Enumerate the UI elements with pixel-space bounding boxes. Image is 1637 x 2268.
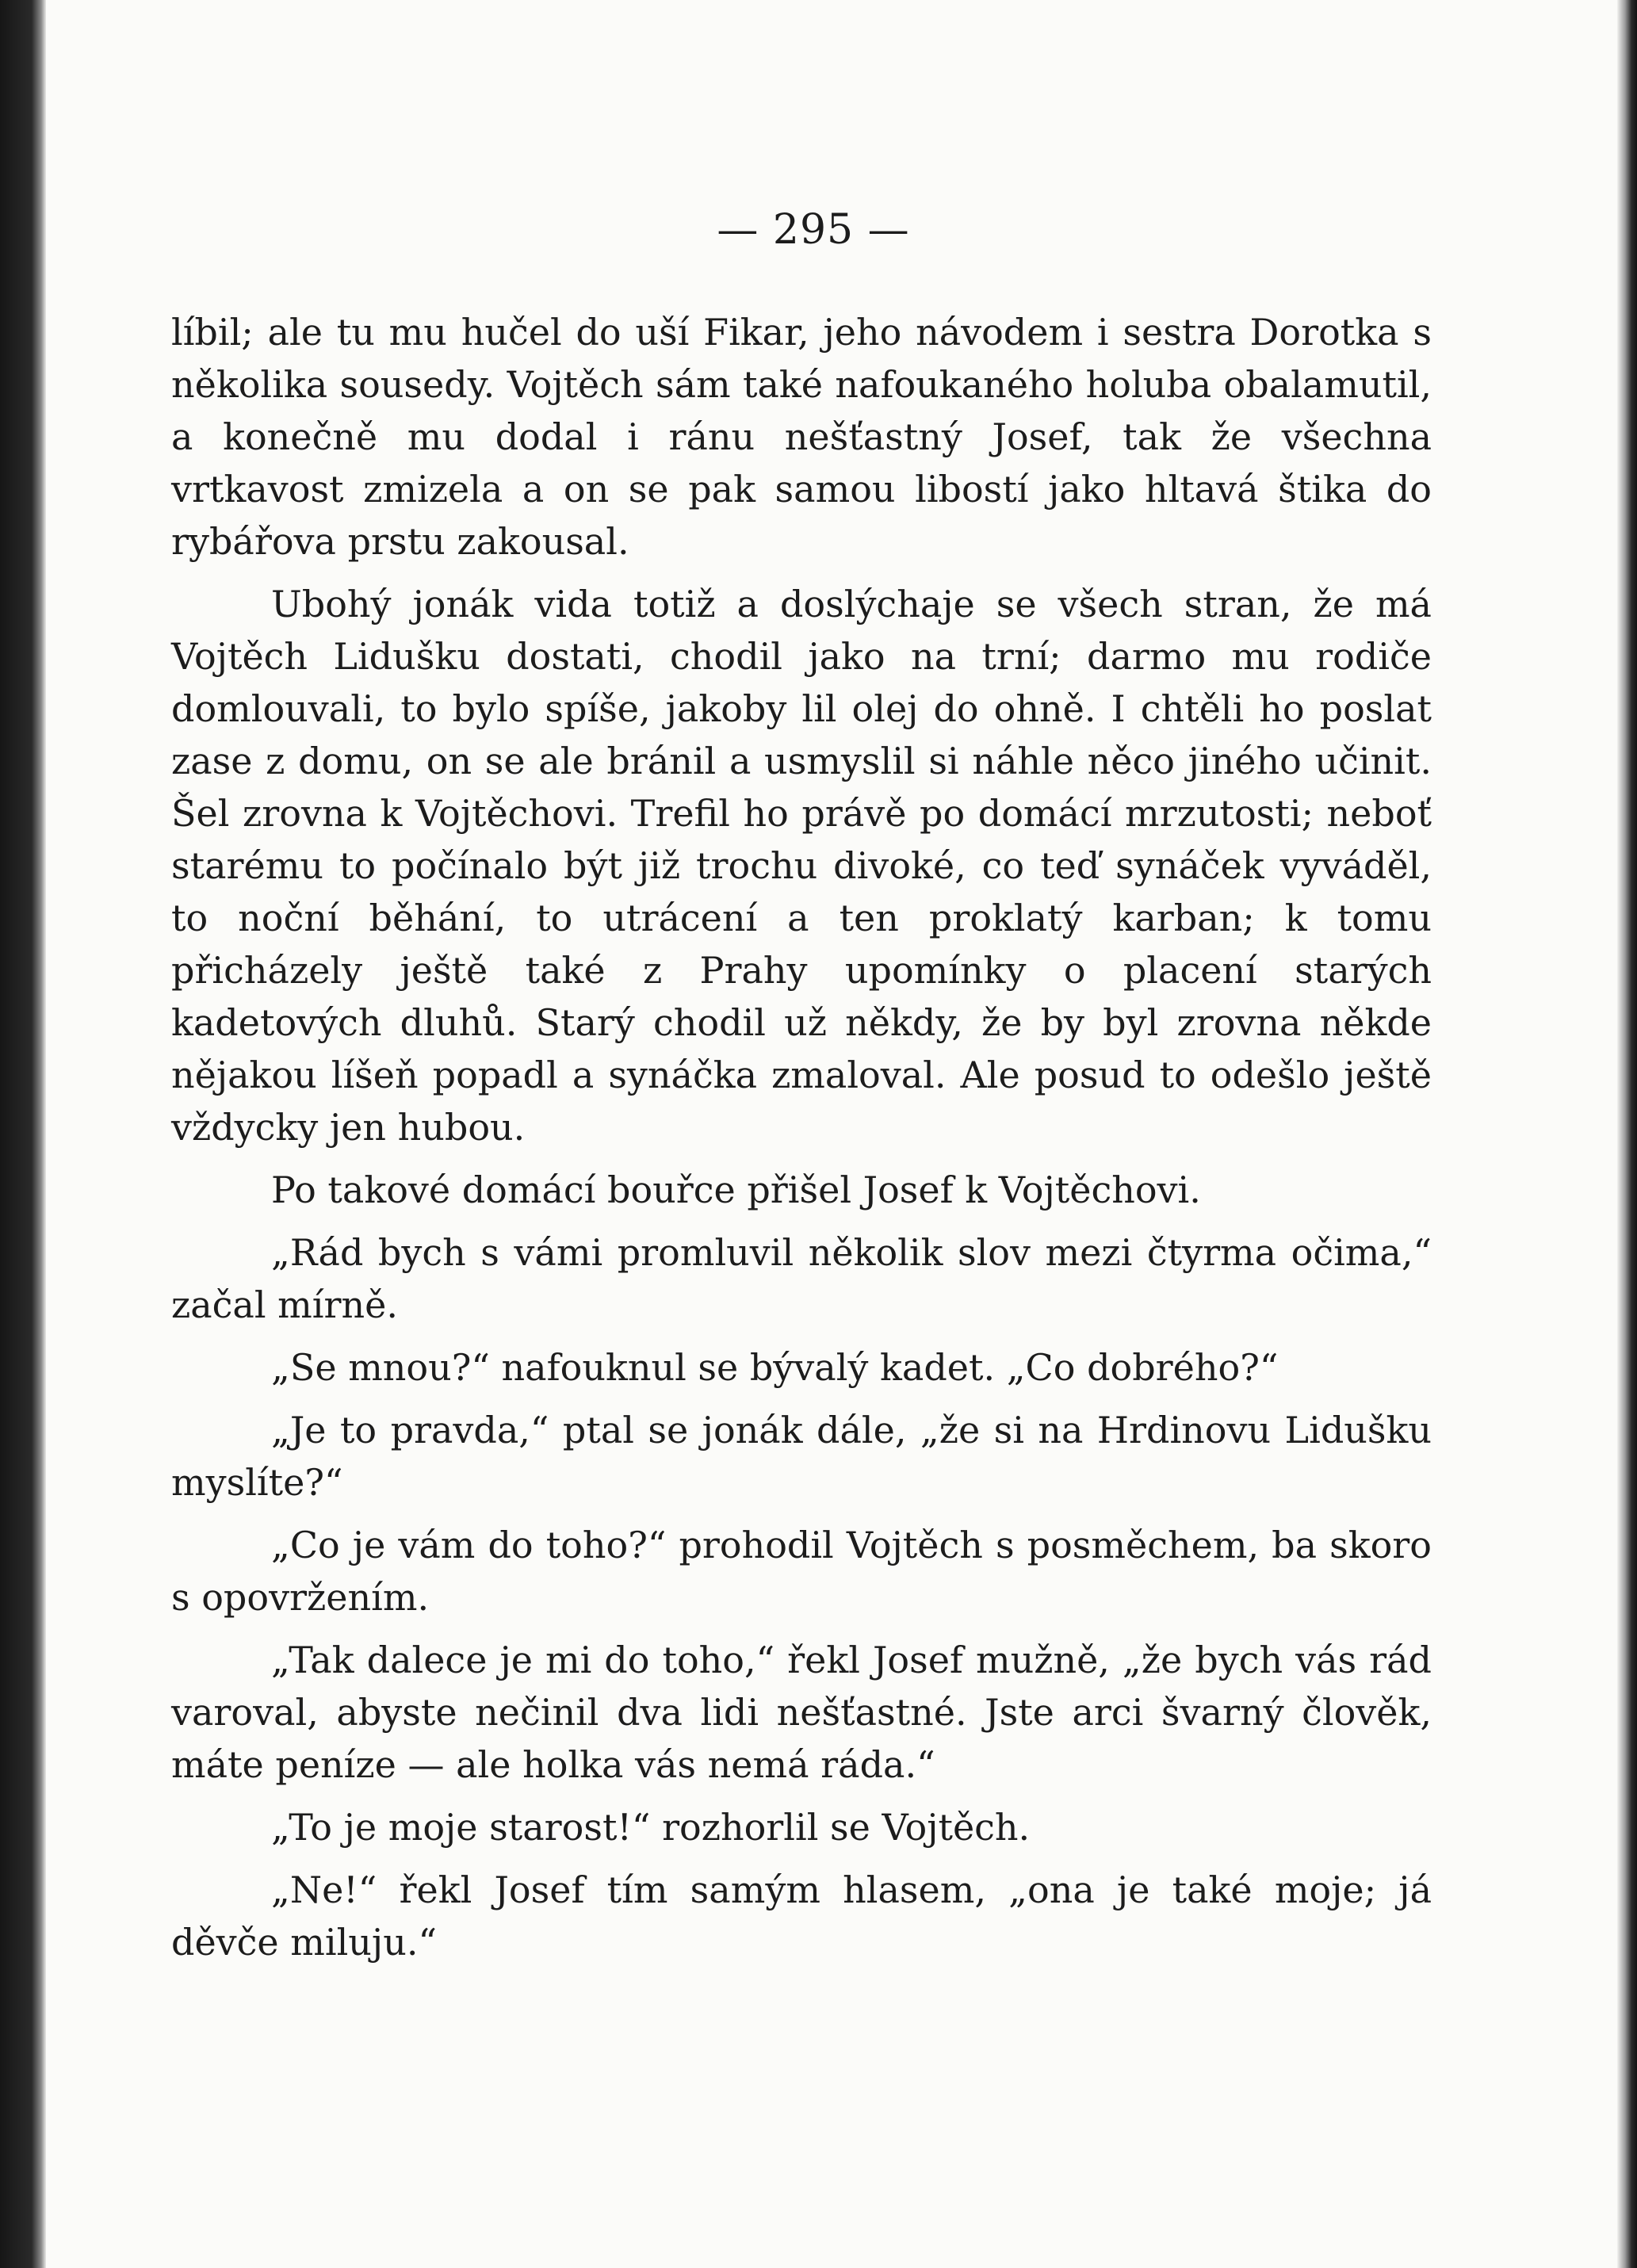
- paragraph-3: Po takové domácí bouřce přišel Josef k Vojtěchovi.: [271, 1168, 1201, 1211]
- body-text: [171, 306, 1432, 1968]
- paragraph-9: „To je moje starost!“ rozhorlil se Vojtěch.: [271, 1806, 1031, 1849]
- paragraph-7: „Co je vám do toho?“ prohodil Vojtěch s posměchem, ba skoro s opovržením.: [171, 1524, 1432, 1619]
- paragraph-4: „Rád bych s vámi promluvil několik slov mezi čtyrma očima,“ začal mírně.: [171, 1231, 1432, 1326]
- paragraph-6: „Je to pravda,“ ptal se jonák dále, „že si na Hrdinovu Lidušku myslíte?“: [171, 1409, 1432, 1504]
- paragraph-1: líbil; ale tu mu hučel do uší Fikar, jeho návodem i sestra Dorotka s několika sousedy. Vojtěch sám také nafoukaného holuba obalamutil, a konečně mu dodal i ránu nešťastný Josef, tak že všechna vrtkavost zmizela a on se pak samou libostí jako hltavá štika do rybářova prstu zakousal.: [171, 311, 1432, 563]
- right-scan-edge: [1617, 0, 1637, 2268]
- paragraph-8: „Tak dalece je mi do toho,“ řekl Josef mužně, „že bych vás rád varoval, abyste nečinil dva lidi nešťastné. Jste arci švarný člověk, máte peníze — ale holka vás nemá ráda.“: [171, 1639, 1432, 1786]
- left-scan-edge: [0, 0, 46, 2268]
- page-number: — 295 —: [717, 206, 910, 254]
- book-page: [171, 206, 1432, 1968]
- paragraph-5: „Se mnou?“ nafouknul se bývalý kadet. „Co dobrého?“: [271, 1346, 1279, 1389]
- paragraph-2: Ubohý jonák vida totiž a doslýchaje se všech stran, že má Vojtěch Lidušku dostati, chodil jako na trní; darmo mu rodiče domlouvali, to bylo spíše, jakoby lil olej do ohně. I chtěli ho poslat zase z domu, on se ale bránil a usmyslil si náhle něco jiného učinit. Šel zrovna k Vojtěchovi. Trefil ho právě po domácí mrzutosti; neboť starému to počínalo být již trochu divoké, co teď synáček vyváděl, to noční běhání, to utrácení a ten proklatý karban; k tomu přicházely ještě také z Prahy upomínky o placení starých kadetových dluhů. Starý chodil už někdy, že by byl zrovna někde nějakou líšeň popadl a synáčka zmaloval. Ale posud to odešlo ještě vždycky jen hubou.: [171, 583, 1432, 1149]
- paragraph-10: „Ne!“ řekl Josef tím samým hlasem, „ona je také moje; já děvče miluju.“: [171, 1868, 1432, 1964]
